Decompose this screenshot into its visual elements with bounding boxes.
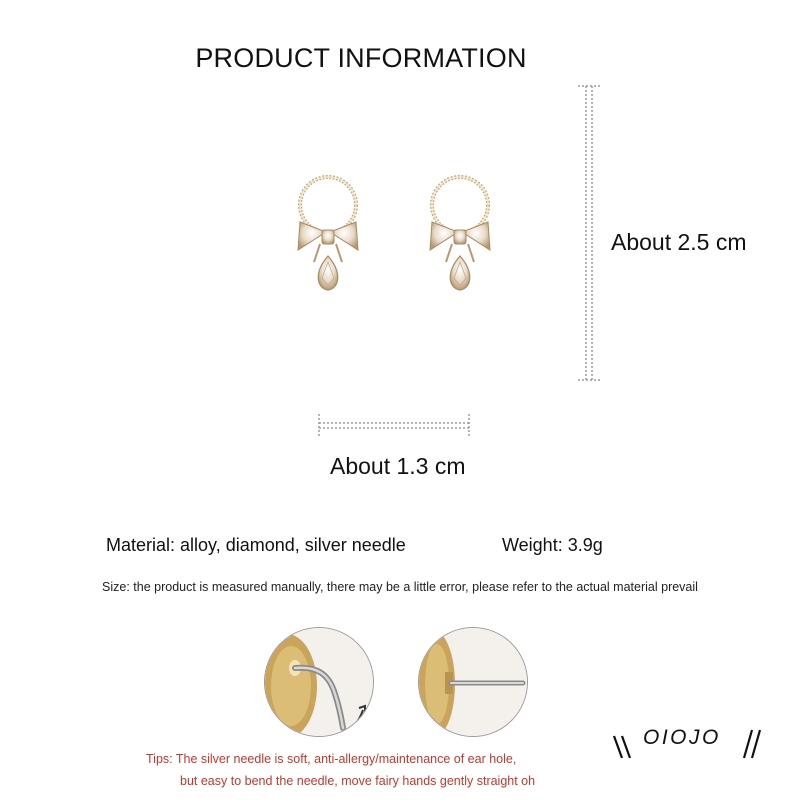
- brand-logo: [610, 724, 770, 764]
- weight-spec: Weight: 3.9g: [502, 535, 603, 555]
- height-ruler: [574, 82, 604, 384]
- tips-line-1: Tips: The silver needle is soft, anti-allergy/maintenance of ear hole,: [146, 752, 517, 766]
- width-label: About 1.3 cm: [330, 453, 466, 479]
- earrings-photo: [270, 160, 510, 310]
- tips-line-2: but easy to bend the needle, move fairy hands gently straight oh: [180, 774, 536, 788]
- material-spec: Material: alloy, diamond, silver needle: [106, 535, 406, 555]
- width-ruler: [315, 410, 475, 440]
- brand-name: OIOJO: [643, 726, 721, 749]
- height-label: About 2.5 cm: [611, 229, 747, 255]
- size-note: Size: the product is measured manually, there may be a little error, please refer to the actual material prevail: [102, 580, 698, 594]
- page-title: PRODUCT INFORMATION: [195, 43, 527, 73]
- bent-needle-closeup: [264, 627, 374, 737]
- straight-needle-closeup: [418, 627, 528, 737]
- earring-left: [298, 177, 358, 290]
- earring-right: [430, 177, 490, 290]
